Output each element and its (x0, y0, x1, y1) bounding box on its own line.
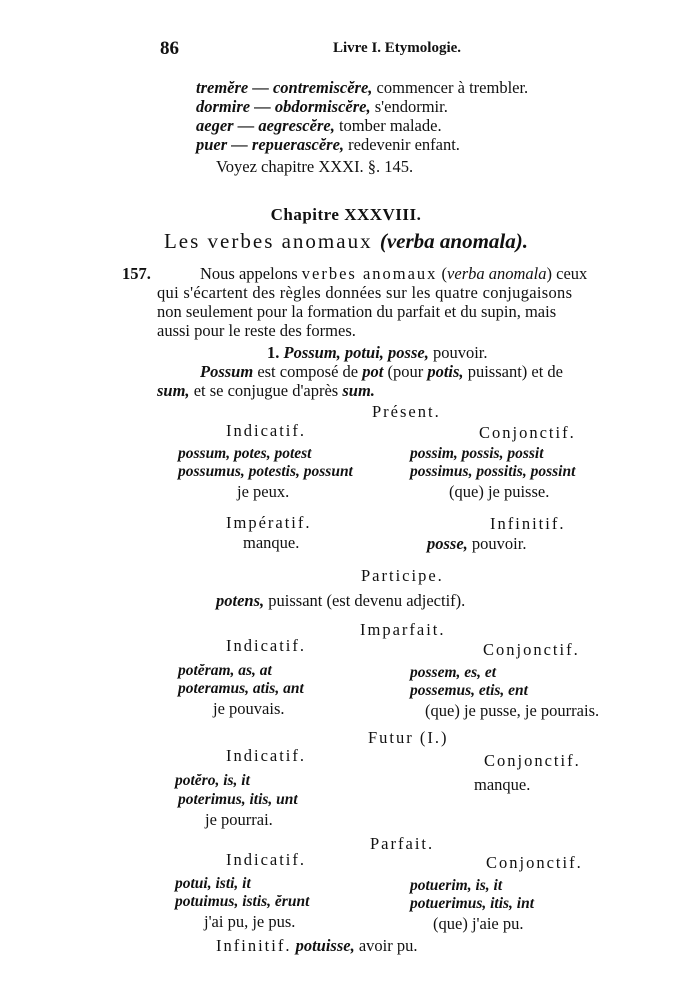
futur-indicatif-label: Indicatif. (226, 746, 307, 765)
vocab-line-3: aeger — aegrescĕre, tomber malade. (196, 116, 442, 135)
verb-heading: 1. Possum, potui, posse, pouvoir. (267, 343, 488, 362)
imparfait-conjonctif-translation: (que) je pusse, je pourrais. (425, 701, 600, 720)
futur-indicatif-line-2: poterimus, itis, unt (178, 791, 298, 808)
imparfait-indicatif-line-1: potĕram, as, at (178, 662, 272, 679)
present-conjonctif-line-2: possimus, possitis, possint (410, 463, 576, 480)
infinitif-value: posse, pouvoir. (427, 534, 527, 553)
present-indicatif-line-1: possum, potes, potest (178, 445, 312, 462)
parfait-conjonctif-line-2: potuerimus, itis, int (410, 895, 535, 912)
present-indicatif-label: Indicatif. (226, 421, 307, 440)
present-conjonctif-line-1: possim, possis, possit (410, 445, 544, 462)
present-indicatif-translation: je peux. (237, 482, 290, 501)
parfait-heading: Parfait. (370, 834, 435, 853)
see-also-reference: Voyez chapitre XXXI. §. 145. (216, 157, 414, 176)
parfait-conjonctif-label: Conjonctif. (486, 853, 583, 872)
section-line-4: aussi pour le reste des formes. (157, 321, 356, 340)
section-line-3: non seulement pour la formation du parfait et du supin, mais (157, 302, 557, 321)
parfait-conjonctif-translation: (que) j'aie pu. (433, 914, 524, 933)
imperatif-label: Impératif. (226, 513, 312, 532)
page-number: 86 (160, 38, 179, 59)
parfait-indicatif-translation: j'ai pu, je pus. (204, 912, 296, 931)
section-line-1: Nous appelons verbes anomaux (verba anomala) ceux (200, 264, 588, 283)
present-indicatif-line-2: possumus, potestis, possunt (178, 463, 353, 480)
verb-description-2: sum, et se conjugue d'après sum. (157, 381, 375, 400)
parfait-indicatif-label: Indicatif. (226, 850, 307, 869)
parfait-indicatif-line-1: potui, isti, it (175, 875, 251, 892)
parfait-infinitif: Infinitif. potuisse, avoir pu. (216, 936, 418, 955)
imparfait-conjonctif-line-1: possem, es, et (410, 664, 497, 681)
futur-conjonctif-label: Conjonctif. (484, 751, 581, 770)
present-heading: Présent. (372, 402, 441, 421)
section-line-2: qui s'écartent des règles données sur les quatre conjugaisons (157, 283, 573, 302)
chapter-number: Chapitre XXXVIII. (270, 205, 422, 224)
futur-heading: Futur (I.) (368, 728, 449, 747)
participe-value: potens, puissant (est devenu adjectif). (216, 591, 466, 610)
section-number: 157. (122, 264, 151, 283)
imparfait-indicatif-line-2: poteramus, atis, ant (178, 680, 304, 697)
parfait-indicatif-line-2: potuimus, istis, ĕrunt (175, 893, 310, 910)
running-title: Livre I. Etymologie. (333, 40, 462, 56)
vocab-line-1: tremĕre — contremiscĕre, commencer à trembler. (196, 78, 529, 97)
imparfait-conjonctif-line-2: possemus, etis, ent (410, 682, 528, 699)
imparfait-conjonctif-label: Conjonctif. (483, 640, 580, 659)
futur-indicatif-line-1: potĕro, is, it (175, 772, 250, 789)
imperatif-value: manque. (243, 533, 300, 552)
participe-heading: Participe. (361, 566, 444, 585)
present-conjonctif-translation: (que) je puisse. (449, 482, 550, 501)
verb-description-1: Possum est composé de pot (pour potis, puissant) et de (200, 362, 563, 381)
imparfait-indicatif-translation: je pouvais. (213, 699, 285, 718)
futur-conjonctif-value: manque. (474, 775, 531, 794)
vocab-line-2: dormire — obdormiscĕre, s'endormir. (196, 97, 448, 116)
futur-indicatif-translation: je pourrai. (205, 810, 273, 829)
parfait-conjonctif-line-1: potuerim, is, it (410, 877, 503, 894)
vocab-line-4: puer — repuerascĕre, redevenir enfant. (196, 135, 460, 154)
imparfait-heading: Imparfait. (360, 620, 446, 639)
infinitif-label: Infinitif. (490, 514, 566, 533)
imparfait-indicatif-label: Indicatif. (226, 636, 307, 655)
present-conjonctif-label: Conjonctif. (479, 423, 576, 442)
chapter-title: Les verbes anomaux (verba anomala). (163, 229, 528, 253)
